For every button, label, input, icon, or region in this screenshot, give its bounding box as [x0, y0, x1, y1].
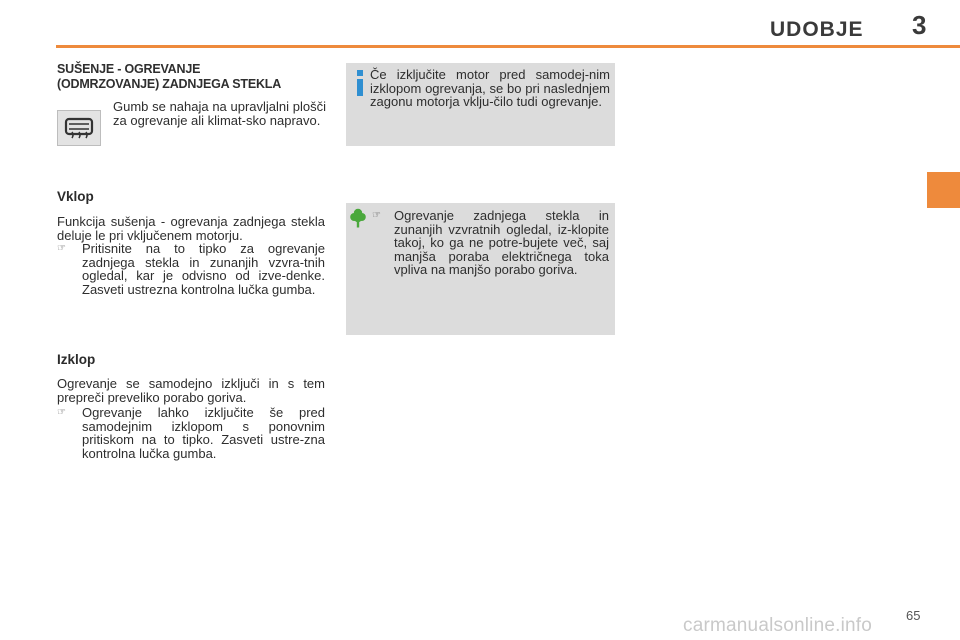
eco-bullet-text: Ogrevanje zadnjega stekla in zunanjih vzvratnih ogledal, iz-klopite takoj, ko ga ne potre-bujete več, saj manjša poraba električnega toka vpliva na manjšo porabo goriva. [394, 208, 609, 278]
vklop-bullet [57, 242, 325, 296]
info-icon [354, 69, 366, 97]
vklop-text: Funkcija sušenja - ogrevanja zadnjega stekla deluje le pri vključenem motorju. [57, 214, 325, 243]
izklop-text: Ogrevanje se samodejno izključi in s tem prepreči preveliko porabo goriva. [57, 376, 325, 405]
rear-defrost-button-image [57, 110, 101, 146]
izklop-bullet [57, 406, 325, 460]
heading-izklop: Izklop [57, 352, 96, 367]
header-rule [56, 45, 960, 48]
header-title: UDOBJE [770, 18, 864, 41]
vklop-bullet-text: Pritisnite na to tipko za ogrevanje zadnjega stekla in zunanjih vzvra-tnih ogledal, kar je odvisno od izve-denke. Zasveti ustrezna kontrolna lučka gumba. [82, 241, 325, 297]
hand-pointer-icon: ☞ [57, 243, 66, 254]
rear-defrost-icon [62, 116, 96, 140]
section-title-line1: SUŠENJE - OGREVANJE [57, 62, 201, 76]
intro-text: Gumb se nahaja na upravljalni plošči za ogrevanje ali klimat-sko napravo. [113, 99, 326, 128]
watermark: carmanualsonline.info [683, 615, 873, 636]
tree-icon [350, 208, 366, 228]
hand-pointer-icon: ☞ [57, 407, 66, 418]
section-title [57, 62, 347, 92]
info-note-box [346, 63, 615, 146]
izklop-bullet-text: Ogrevanje lahko izključite še pred samodejnim izklopom s ponovnim pritiskom na to tipko. Zasveti ustre-zna kontrolna lučka gumba. [82, 405, 325, 461]
hand-pointer-icon: ☞ [372, 210, 381, 221]
page-number: 65 [906, 608, 921, 623]
eco-bullet [372, 209, 609, 277]
chapter-number: 3 [912, 10, 927, 40]
info-note-text: Če izključite motor pred samodej-nim izklopom ogrevanja, se bo pri naslednjem zagonu motorja vklju-čilo tudi ogrevanje. [370, 67, 610, 110]
chapter-side-tab [927, 172, 960, 208]
heading-vklop: Vklop [57, 189, 94, 204]
eco-note-box [346, 203, 615, 335]
section-title-line2: (ODMRZOVANJE) ZADNJEGA STEKLA [57, 77, 282, 91]
